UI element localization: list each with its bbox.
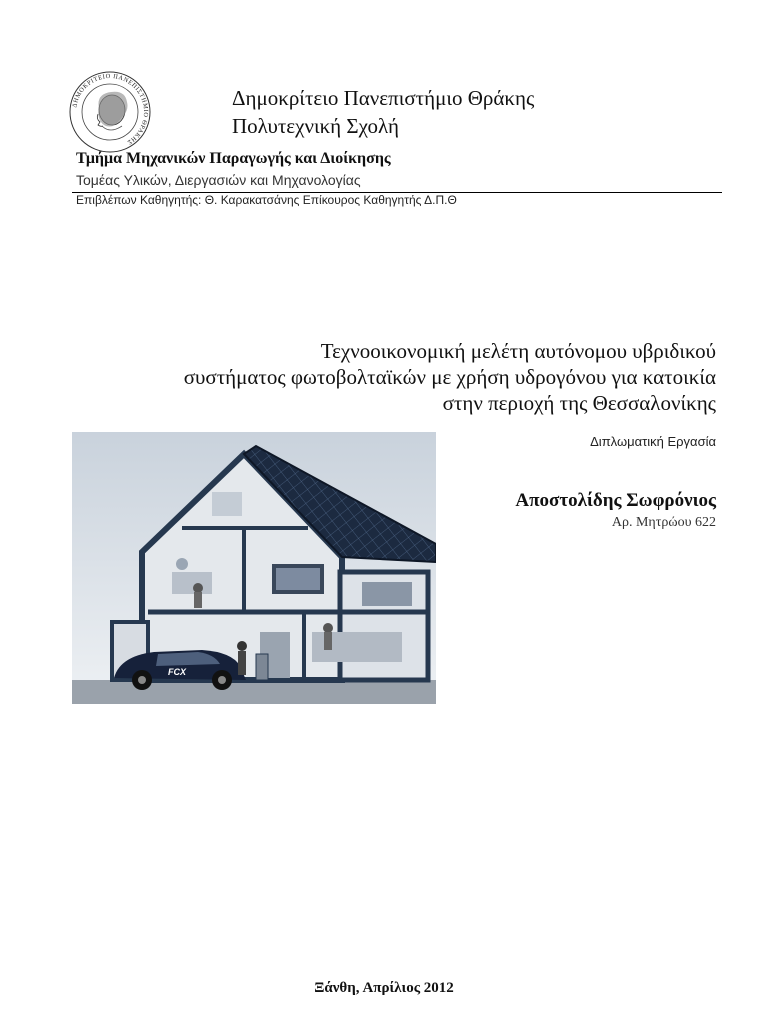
school-name: Πολυτεχνική Σχολή	[232, 114, 399, 138]
registration-number: Αρ. Μητρώου 622	[611, 515, 716, 530]
thesis-title-line: στην περιοχή της Θεσσαλονίκης	[442, 391, 716, 415]
thesis-title	[56, 338, 716, 416]
department-name: Τμήμα Μηχανικών Παραγωγής και Διοίκησης	[76, 150, 391, 167]
car-badge: FCX	[168, 667, 186, 677]
author-name: Αποστολίδης Σωφρόνιος	[515, 490, 716, 511]
thesis-title-line: Τεχνοοικονομική μελέτη αυτόνομου υβριδικού	[320, 339, 716, 363]
sector-name: Τομέας Υλικών, Διεργασιών και Μηχανολογίας	[76, 172, 361, 188]
thesis-title-line: συστήματος φωτοβολταϊκών με χρήση υδρογόνου για κατοικία	[183, 365, 716, 389]
solar-house-illustration	[72, 432, 436, 704]
place-and-date: Ξάνθη, Απρίλιος 2012	[314, 980, 454, 996]
university-seal-logo	[68, 70, 152, 154]
thesis-type: Διπλωματική Εργασία	[590, 434, 716, 449]
university-name: Δημοκρίτειο Πανεπιστήμιο Θράκης	[232, 86, 535, 110]
svg-text:ΔΗΜΟΚΡΙΤΕΙΟ ΠΑΝΕΠΙΣΤΗΜΙΟ ΘΡΑΚΗ: ΔΗΜΟΚΡΙΤΕΙΟ ΠΑΝΕΠΙΣΤΗΜΙΟ ΘΡΑΚΗΣ	[71, 72, 150, 146]
supervisor-line: Επιβλέπων Καθηγητής: Θ. Καρακατσάνης Επίκουρος Καθηγητής Δ.Π.Θ	[76, 193, 457, 207]
